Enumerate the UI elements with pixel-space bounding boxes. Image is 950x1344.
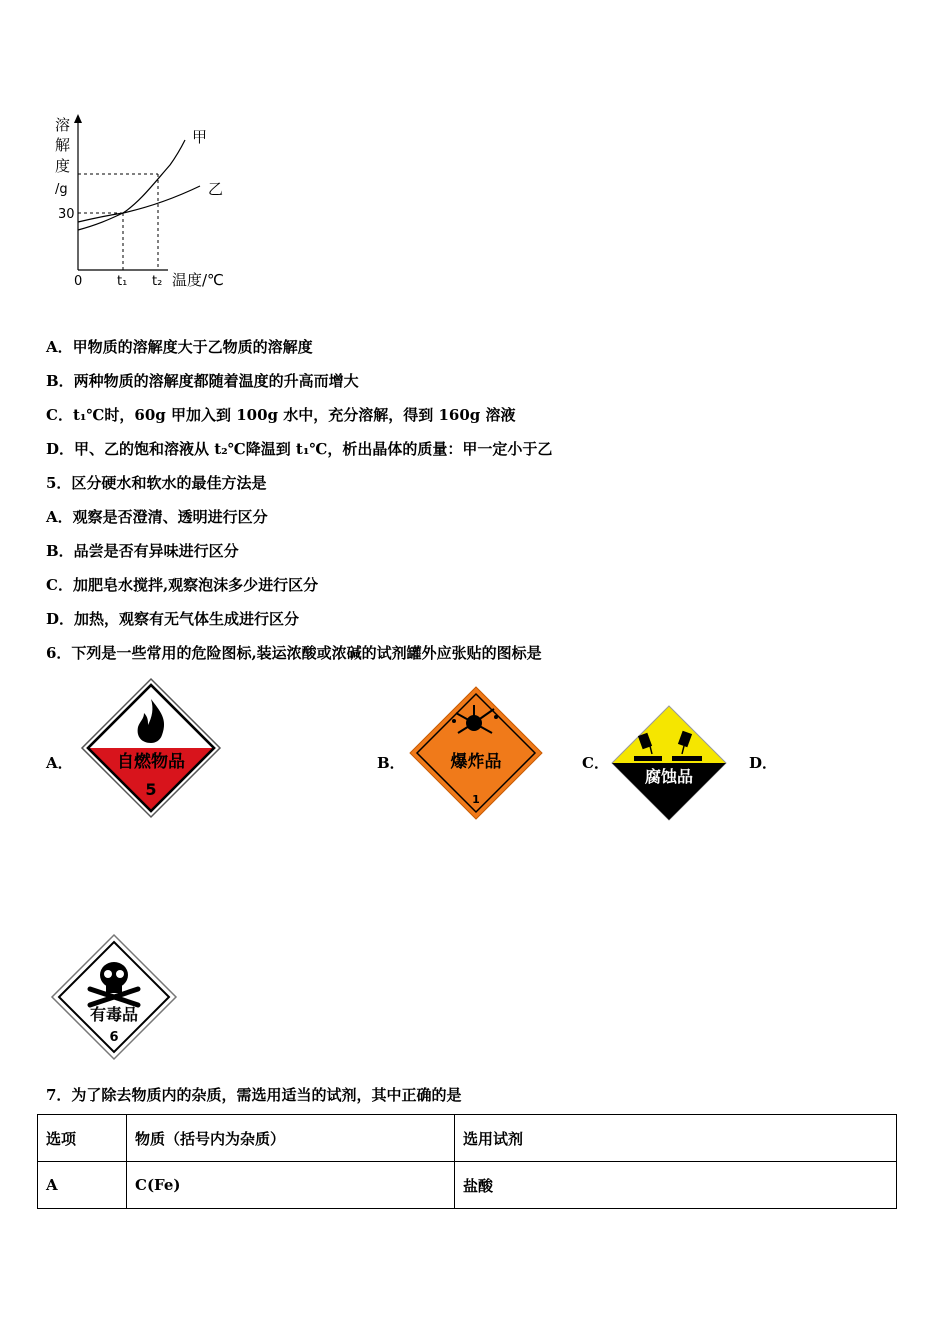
- q4-option-c: C．t₁℃时，60g 甲加入到 100g 水中，充分溶解，得到 160g 溶液: [46, 406, 516, 424]
- sign-c-text: 腐蚀品: [644, 767, 694, 786]
- sign-a-number: 5: [145, 780, 157, 799]
- sign-explosive: [408, 685, 544, 821]
- y-axis-arrow: [74, 114, 82, 123]
- header-reagent: 选用试剂: [455, 1115, 897, 1162]
- row-reagent: 盐酸: [455, 1162, 897, 1209]
- q5-option-a: A．观察是否澄清、透明进行区分: [46, 508, 268, 526]
- curve-yi-label: 乙: [208, 180, 224, 198]
- t2-label: t₂: [152, 274, 163, 289]
- q6-label-a: A．: [46, 754, 73, 772]
- q5-option-b: B．品尝是否有异味进行区分: [46, 542, 239, 560]
- solubility-graph: [50, 110, 250, 300]
- header-substance: 物质（括号内为杂质）: [127, 1115, 455, 1162]
- sign-d-text: 有毒品: [89, 1005, 139, 1024]
- tick-30: 30: [58, 207, 75, 222]
- curve-jia-label: 甲: [192, 128, 208, 146]
- sign-b-text: 爆炸品: [450, 752, 502, 772]
- curve-yi: [78, 186, 200, 222]
- sign-spontaneous-combustion: [80, 677, 222, 819]
- header-option: 选项: [38, 1115, 127, 1162]
- sign-a-text: 自燃物品: [117, 752, 185, 772]
- graph-ylabel-4: /g: [55, 182, 68, 197]
- graph-ylabel-3: 度: [55, 157, 71, 175]
- q7-stem: 7．为了除去物质内的杂质，需选用适当的试剂，其中正确的是: [46, 1086, 462, 1104]
- sign-toxic: [50, 933, 178, 1061]
- q6-label-b: B．: [377, 754, 405, 772]
- q5-option-c: C．加肥皂水搅拌,观察泡沫多少进行区分: [46, 576, 319, 594]
- graph-ylabel-1: 溶: [55, 116, 71, 134]
- sign-d-number: 6: [109, 1030, 119, 1045]
- q5-option-d: D．加热，观察有无气体生成进行区分: [46, 610, 300, 628]
- q7-table: [37, 1114, 897, 1209]
- row-substance: C(Fe): [127, 1162, 455, 1209]
- x-axis-label: 温度/℃: [172, 271, 224, 289]
- table-row: [38, 1162, 897, 1209]
- q4-option-b: B．两种物质的溶解度都随着温度的升高而增大: [46, 372, 359, 390]
- sign-b-number: 1: [472, 793, 480, 806]
- t1-label: t₁: [117, 274, 128, 289]
- origin-label: 0: [74, 274, 83, 289]
- graph-ylabel-2: 解: [55, 136, 71, 154]
- q6-label-d: D．: [749, 754, 778, 772]
- q6-label-c: C．: [582, 754, 609, 772]
- q4-option-a: A．甲物质的溶解度大于乙物质的溶解度: [46, 338, 313, 356]
- q4-option-d: D．甲、乙的饱和溶液从 t₂℃降温到 t₁℃，析出晶体的质量：甲一定小于乙: [46, 440, 553, 458]
- row-option: A: [38, 1162, 127, 1209]
- q6-stem: 6．下列是一些常用的危险图标,装运浓酸或浓碱的试剂罐外应张贴的图标是: [46, 644, 542, 662]
- sign-corrosive: [610, 704, 728, 822]
- q5-stem: 5．区分硬水和软水的最佳方法是: [46, 474, 267, 492]
- table-header-row: [38, 1115, 897, 1162]
- curve-jia: [78, 140, 185, 230]
